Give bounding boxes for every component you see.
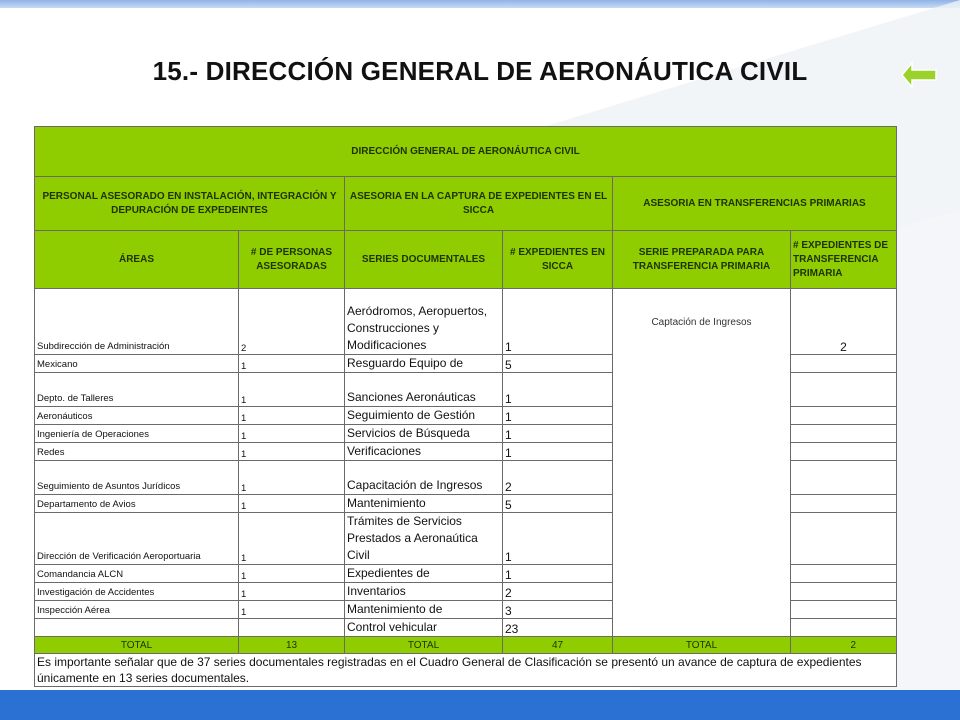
cell-expedientes: 5 bbox=[503, 495, 613, 513]
cell-expedientes: 5 bbox=[503, 355, 613, 373]
cell-personas: 1 bbox=[239, 407, 345, 425]
cell-personas: 1 bbox=[239, 443, 345, 461]
cell-expedientes: 2 bbox=[503, 461, 613, 495]
cell-expedientes: 1 bbox=[503, 425, 613, 443]
cell-expedientes: 1 bbox=[503, 443, 613, 461]
cell-personas: 1 bbox=[239, 425, 345, 443]
cell-personas: 1 bbox=[239, 565, 345, 583]
cell-area: Ingeniería de Operaciones bbox=[35, 425, 239, 443]
column-header-serie-preparada: SERIE PREPARADA PARA TRANSFERENCIA PRIMARIA bbox=[613, 231, 791, 289]
cell-area: Seguimiento de Asuntos Jurídicos bbox=[35, 461, 239, 495]
cell-exp-transferencia bbox=[791, 443, 897, 461]
cell-exp-transferencia bbox=[791, 513, 897, 565]
column-header-areas: ÁREAS bbox=[35, 231, 239, 289]
cell-serie: Inventarios bbox=[345, 583, 503, 601]
cell-area: Redes bbox=[35, 443, 239, 461]
back-arrow-icon[interactable] bbox=[900, 60, 938, 90]
main-header-row bbox=[35, 127, 897, 177]
total-exp-transferencia: 2 bbox=[791, 637, 897, 654]
column-header-expedientes: # EXPEDIENTES EN SICCA bbox=[503, 231, 613, 289]
cell-personas: 1 bbox=[239, 495, 345, 513]
cell-serie: Trámites de Servicios Prestados a Aeronaútica Civil bbox=[345, 513, 503, 565]
cell-area: Comandancia ALCN bbox=[35, 565, 239, 583]
cell-personas: 2 bbox=[239, 289, 345, 355]
total-label: TOTAL bbox=[613, 637, 791, 654]
cell-exp-transferencia bbox=[791, 407, 897, 425]
cell-area: Departamento de Avios bbox=[35, 495, 239, 513]
group-header-captura: ASESORIA EN LA CAPTURA DE EXPEDIENTES EN EL SICCA bbox=[345, 177, 613, 231]
cell-personas: 1 bbox=[239, 461, 345, 495]
cell-serie: Control vehicular bbox=[345, 619, 503, 637]
cell-exp-transferencia: 2 bbox=[791, 289, 897, 355]
cell-serie: Sanciones Aeronáuticas bbox=[345, 373, 503, 407]
cell-exp-transferencia bbox=[791, 373, 897, 407]
column-header-exp-transferencia: # EXPEDIENTES DE TRANSFERENCIA PRIMARIA bbox=[791, 231, 897, 289]
cell-personas bbox=[239, 619, 345, 637]
cell-serie-preparada: Captación de Ingresos bbox=[613, 289, 791, 637]
column-header-row bbox=[35, 231, 897, 289]
cell-personas: 1 bbox=[239, 601, 345, 619]
cell-exp-transferencia bbox=[791, 355, 897, 373]
cell-exp-transferencia bbox=[791, 601, 897, 619]
cell-expedientes: 3 bbox=[503, 601, 613, 619]
table-row bbox=[35, 289, 897, 355]
cell-expedientes: 1 bbox=[503, 373, 613, 407]
cell-serie: Verificaciones bbox=[345, 443, 503, 461]
cell-exp-transferencia bbox=[791, 565, 897, 583]
cell-expedientes: 1 bbox=[503, 565, 613, 583]
group-header-personal: PERSONAL ASESORADO EN INSTALACIÓN, INTEGRACIÓN Y DEPURACIÓN DE EXPEDEINTES bbox=[35, 177, 345, 231]
cell-serie: Servicios de Búsqueda bbox=[345, 425, 503, 443]
cell-personas: 1 bbox=[239, 583, 345, 601]
cell-serie: Capacitación de Ingresos bbox=[345, 461, 503, 495]
cell-area: Aeronáuticos bbox=[35, 407, 239, 425]
column-header-series: SERIES DOCUMENTALES bbox=[345, 231, 503, 289]
cell-personas: 1 bbox=[239, 513, 345, 565]
total-personas: 13 bbox=[239, 637, 345, 654]
cell-expedientes: 2 bbox=[503, 583, 613, 601]
cell-area: Investigación de Accidentes bbox=[35, 583, 239, 601]
cell-exp-transferencia bbox=[791, 425, 897, 443]
group-header-row bbox=[35, 177, 897, 231]
total-label: TOTAL bbox=[345, 637, 503, 654]
cell-area: Dirección de Verificación Aeroportuaria bbox=[35, 513, 239, 565]
cell-expedientes: 1 bbox=[503, 407, 613, 425]
cell-area bbox=[35, 619, 239, 637]
cell-expedientes: 1 bbox=[503, 513, 613, 565]
total-label: TOTAL bbox=[35, 637, 239, 654]
bottom-bar bbox=[0, 690, 960, 720]
cell-expedientes: 1 bbox=[503, 289, 613, 355]
total-expedientes: 47 bbox=[503, 637, 613, 654]
cell-expedientes: 23 bbox=[503, 619, 613, 637]
cell-serie: Aeródromos, Aeropuertos, Construcciones y Modificaciones bbox=[345, 289, 503, 355]
cell-exp-transferencia bbox=[791, 619, 897, 637]
cell-area: Subdirección de Administración bbox=[35, 289, 239, 355]
column-header-personas: # DE PERSONAS ASESORADAS bbox=[239, 231, 345, 289]
main-header: DIRECCIÓN GENERAL DE AERONÁUTICA CIVIL bbox=[35, 127, 897, 177]
cell-exp-transferencia bbox=[791, 461, 897, 495]
cell-exp-transferencia bbox=[791, 583, 897, 601]
cell-exp-transferencia bbox=[791, 495, 897, 513]
cell-area: Mexicano bbox=[35, 355, 239, 373]
data-table bbox=[34, 126, 897, 687]
cell-area: Depto. de Talleres bbox=[35, 373, 239, 407]
cell-serie: Mantenimiento bbox=[345, 495, 503, 513]
total-row bbox=[35, 637, 897, 654]
note-row bbox=[35, 654, 897, 687]
note-text: Es importante señalar que de 37 series documentales registradas en el Cuadro General de Clasificación se presentó un avance de captura de expedientes únicamente en 13 series documentales. bbox=[35, 654, 897, 687]
page-title: 15.- DIRECCIÓN GENERAL DE AERONÁUTICA CIVIL bbox=[152, 56, 808, 86]
cell-area: Inspección Aérea bbox=[35, 601, 239, 619]
cell-serie: Seguimiento de Gestión bbox=[345, 407, 503, 425]
cell-serie: Mantenimiento de bbox=[345, 601, 503, 619]
cell-personas: 1 bbox=[239, 373, 345, 407]
cell-serie: Resguardo Equipo de bbox=[345, 355, 503, 373]
cell-personas: 1 bbox=[239, 355, 345, 373]
group-header-transferencias: ASESORIA EN TRANSFERENCIAS PRIMARIAS bbox=[613, 177, 897, 231]
cell-serie: Expedientes de bbox=[345, 565, 503, 583]
